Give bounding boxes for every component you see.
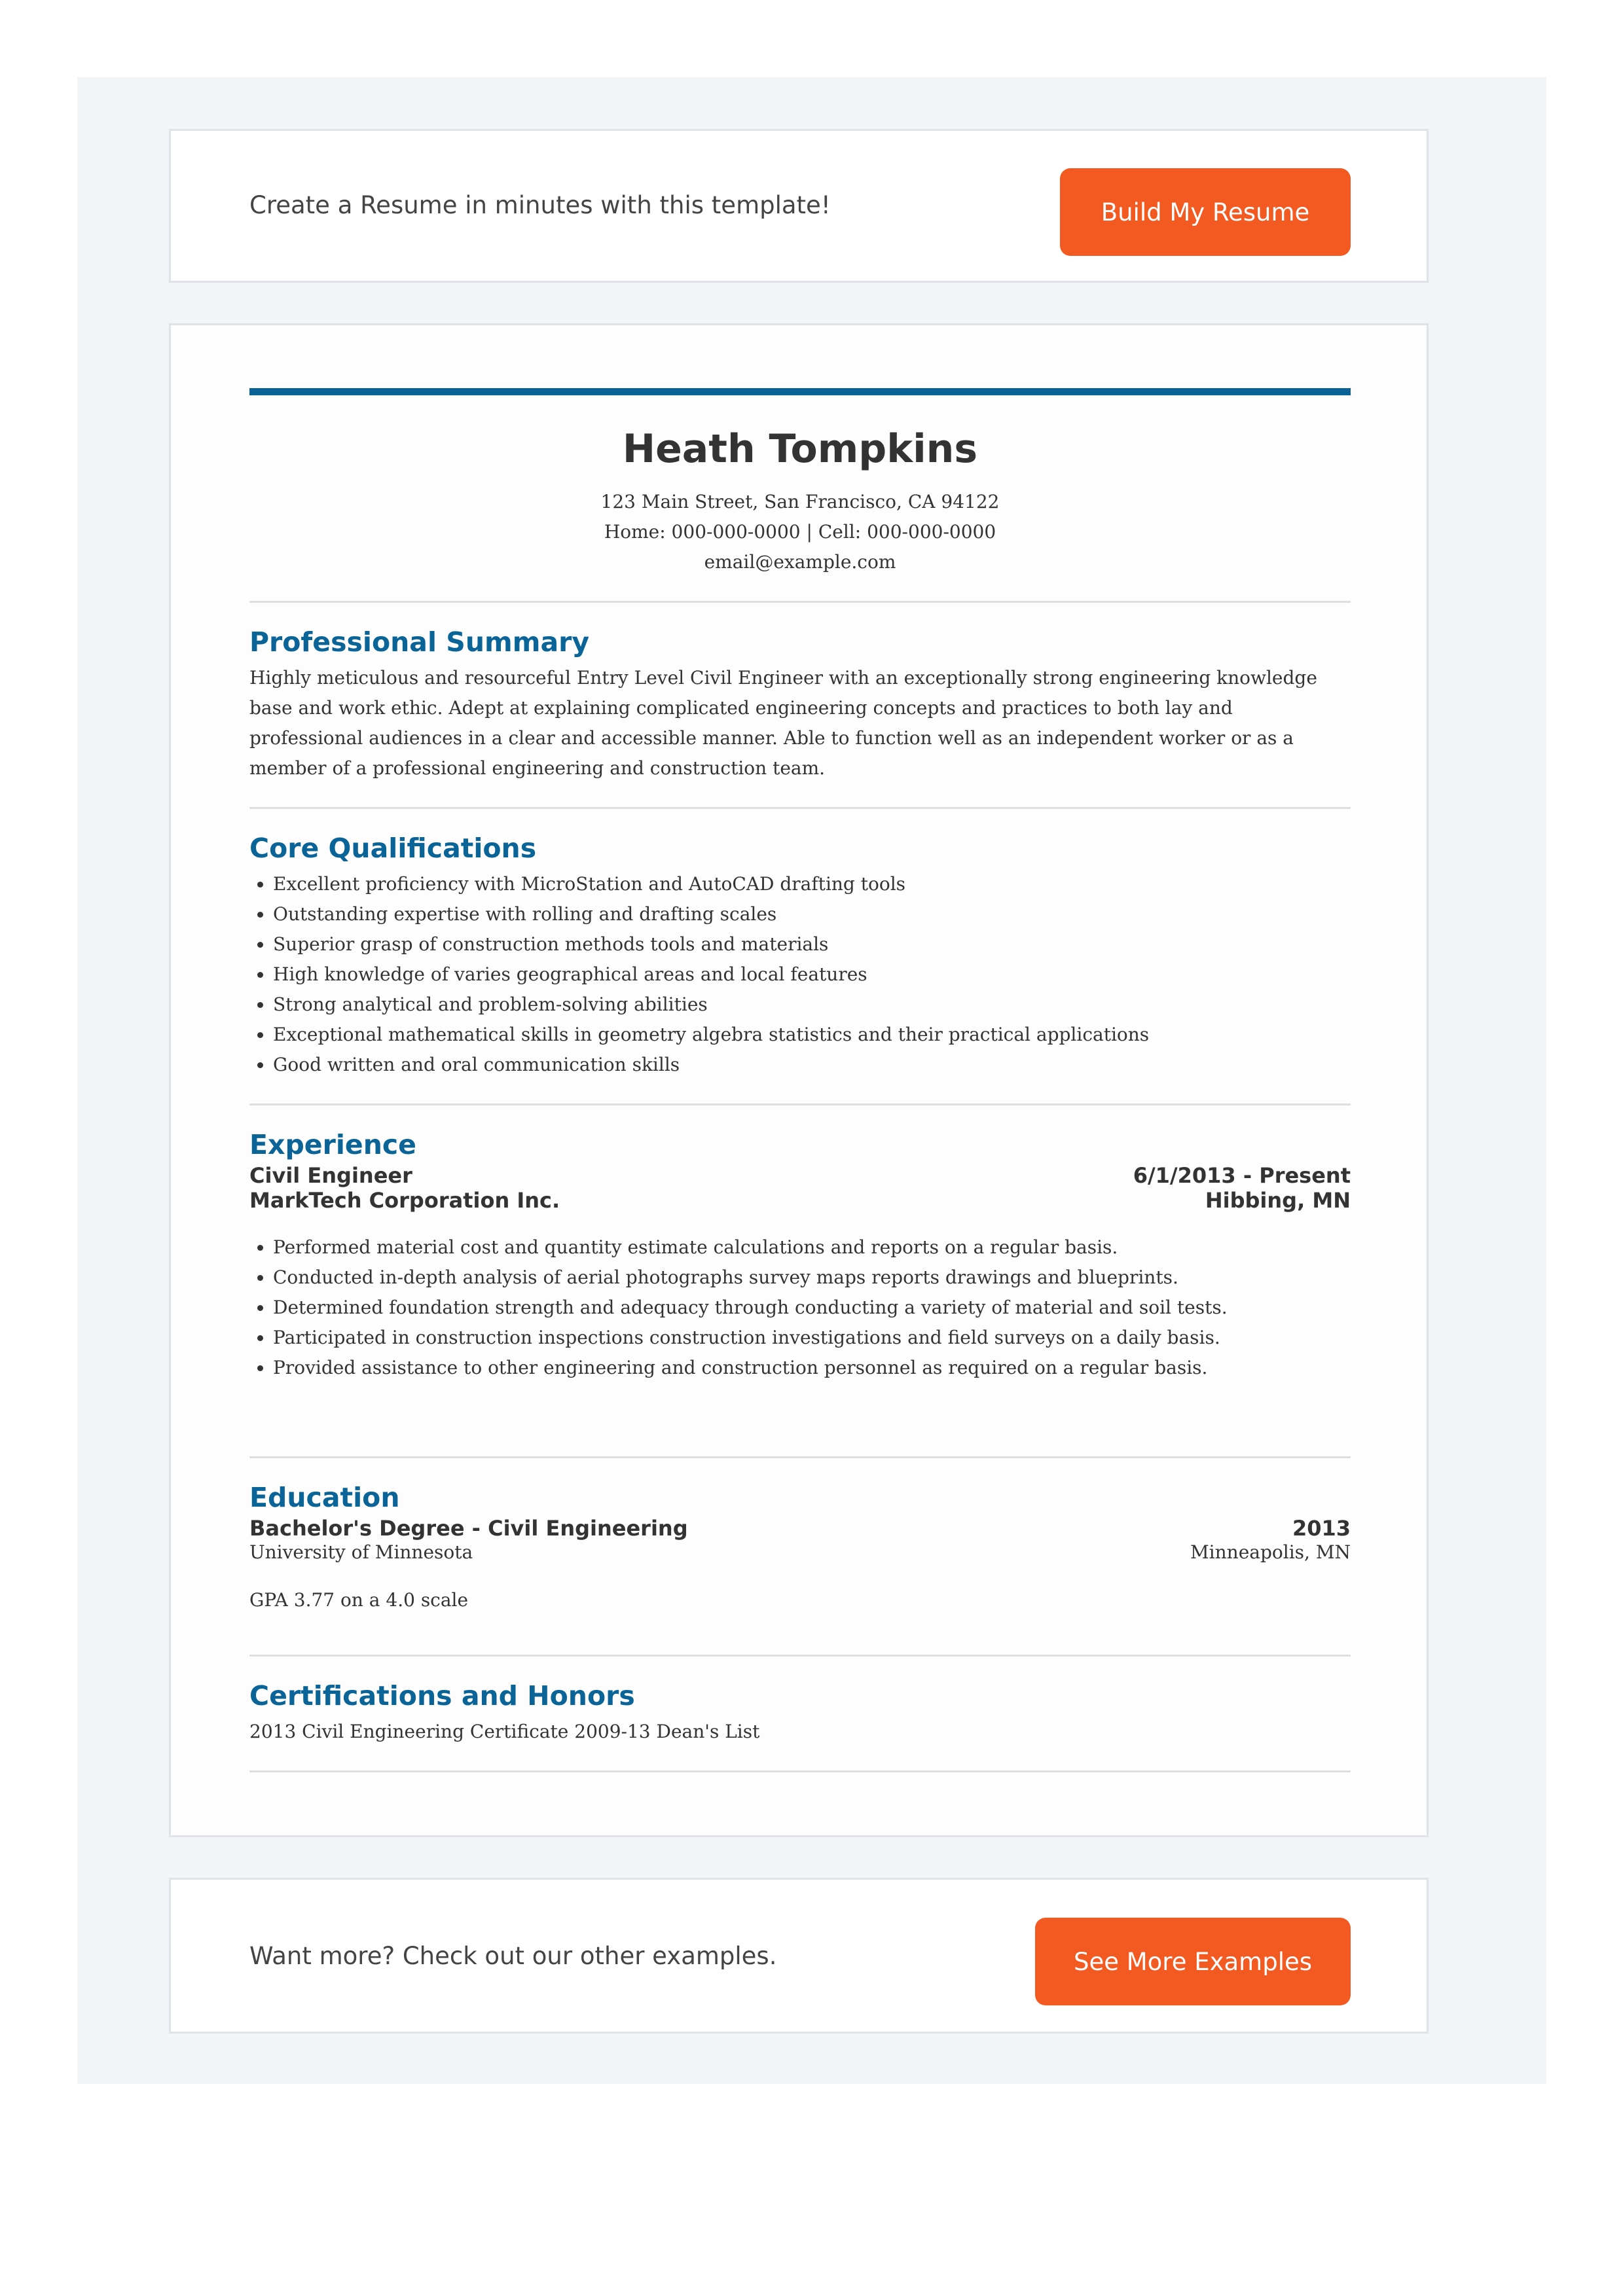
list-item: • Conducted in-depth analysis of aerial photographs survey maps reports drawings and blueprints.	[273, 1263, 1351, 1293]
certifications-text: 2013 Civil Engineering Certificate 2009-13 Dean's List	[249, 1721, 760, 1742]
gpa-text: GPA 3.77 on a 4.0 scale	[249, 1589, 469, 1611]
summary-title: Professional Summary	[249, 626, 590, 658]
see-more-examples-button[interactable]: See More Examples	[1035, 1918, 1351, 2005]
experience-list	[249, 1232, 1351, 1383]
contact-address: 123 Main Street, San Francisco, CA 94122	[600, 491, 1000, 512]
job-header-row	[249, 1163, 1351, 1188]
resume-document	[169, 323, 1429, 1837]
degree-year: 2013	[1292, 1516, 1351, 1541]
summary-text: Highly meticulous and resourceful Entry Level Civil Engineer with an exceptionally strong engineering knowledge base and work ethic. Adept at explaining complicated engineering concepts and practices to both lay and professional audiences in a clear and accessible manner. Able to function well as an independent worker or as a member of a professional engineering and construction team.	[249, 667, 1317, 779]
section-divider	[249, 601, 1351, 603]
school-row	[249, 1541, 1351, 1564]
qualifications-title: Core Qualifications	[249, 833, 537, 864]
list-item: • Participated in construction inspections construction investigations and field surveys on a daily basis.	[273, 1323, 1351, 1353]
promo-banner-bottom	[169, 1878, 1429, 2034]
experience-title: Experience	[249, 1129, 416, 1160]
list-item: • Exceptional mathematical skills in geometry algebra statistics and their practical applications	[273, 1020, 1351, 1050]
degree-name: Bachelor's Degree - Civil Engineering	[249, 1516, 688, 1541]
section-divider	[249, 807, 1351, 809]
list-item: • Strong analytical and problem-solving abilities	[273, 990, 1351, 1020]
list-item: • Determined foundation strength and adequacy through conducting a variety of material and soil tests.	[273, 1293, 1351, 1323]
section-divider	[249, 1655, 1351, 1657]
section-divider	[249, 1770, 1351, 1772]
list-item: • Performed material cost and quantity estimate calculations and reports on a regular basis.	[273, 1232, 1351, 1263]
degree-row	[249, 1516, 1351, 1541]
certifications-title: Certifications and Honors	[249, 1680, 635, 1712]
page-background	[77, 77, 1546, 2084]
candidate-name: Heath Tompkins	[622, 426, 978, 472]
list-item: • High knowledge of varies geographical areas and local features	[273, 960, 1351, 990]
list-item: • Provided assistance to other engineering and construction personnel as required on a regular basis.	[273, 1353, 1351, 1383]
header-rule	[249, 388, 1351, 395]
job-dates: 6/1/2013 - Present	[1133, 1163, 1351, 1188]
job-location: Hibbing, MN	[1205, 1188, 1351, 1213]
qualifications-list	[249, 869, 1351, 1080]
education-title: Education	[249, 1482, 400, 1513]
job-title: Civil Engineer	[249, 1163, 412, 1188]
list-item: • Good written and oral communication skills	[273, 1050, 1351, 1080]
resume-content	[249, 388, 1351, 1772]
company-name: MarkTech Corporation Inc.	[249, 1188, 560, 1213]
school-location: Minneapolis, MN	[1190, 1541, 1351, 1563]
build-my-resume-button[interactable]: Build My Resume	[1060, 168, 1351, 256]
promo-text: Create a Resume in minutes with this template!	[249, 191, 831, 219]
school-name: University of Minnesota	[249, 1541, 473, 1563]
list-item: • Superior grasp of construction methods tools and materials	[273, 929, 1351, 960]
list-item: • Excellent proficiency with MicroStation and AutoCAD drafting tools	[273, 869, 1351, 899]
promo-banner-top	[169, 129, 1429, 283]
section-divider	[249, 1103, 1351, 1105]
contact-phones: Home: 000-000-0000 | Cell: 000-000-0000	[604, 521, 996, 543]
section-divider	[249, 1456, 1351, 1458]
contact-email: email@example.com	[704, 551, 896, 573]
promo-text: Want more? Check out our other examples.	[249, 1942, 777, 1970]
list-item: • Outstanding expertise with rolling and drafting scales	[273, 899, 1351, 929]
company-row	[249, 1188, 1351, 1213]
